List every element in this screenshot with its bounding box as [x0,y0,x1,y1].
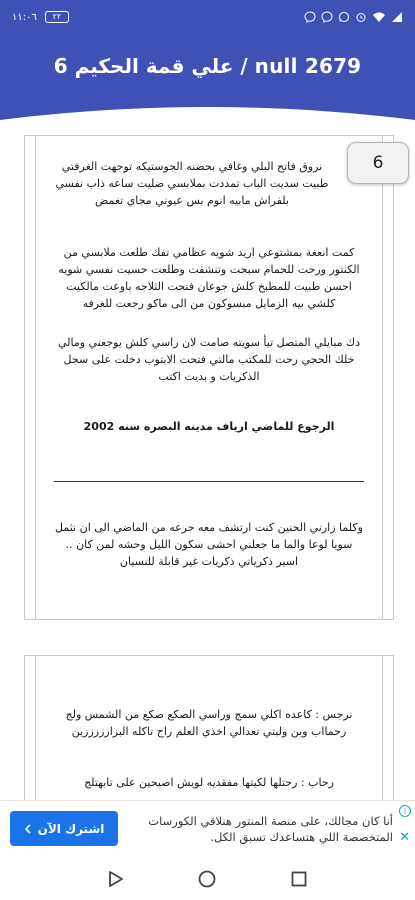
ad-info-icon[interactable] [399,805,411,817]
app-bar-curve [0,98,415,120]
status-icons [304,11,403,23]
page-content [35,656,383,800]
paragraph: كمت انعغة بمشتوعي اريد شويه عظامي تفك طلعت ملابسي من الكنتور ورحت للحمام سبحت وتنشفت وطلعت حسيت نفسي شويه احسن طبيت للمطبخ كلش جوعان فتحت الثلاجه باوعت مالكيت كلشي بيه الزمايل مبسوكون من الى ماكو رجعت للغرفه [58,246,360,310]
battery-level: ٢٢ [52,12,62,21]
battery-icon [45,11,69,23]
ad-close-icon[interactable]: ✕ [399,830,410,845]
page-content [35,136,383,619]
paragraph: دك مبايلي المتصل تيأ سويته صامت لان راسي كلش يوجعني ومالي خلك الحجي رحت للمكتب مالتي فتحت الابتوب دخلت على سجل الذكريات و بديت اكتب [57,336,361,383]
home-icon[interactable] [193,865,221,893]
whatsapp-icon [338,11,350,23]
signal-icon [391,11,403,23]
page-number-badge[interactable]: 6 [347,142,409,184]
alarm-icon [355,11,367,23]
book-page [24,135,394,620]
page-title: علي قمة الحكيم 6 / null 2679 [53,54,362,78]
status-left [12,11,69,23]
messenger-icon [321,11,333,23]
ad-info-label: i [403,806,407,816]
clock: ١١:٠٦ [12,11,37,23]
ad-text: أنا كان مجالك، على منصة المنتور هنلاقي الكورسات المتخصصة اللي هتساعدك تسبق الكل. [148,814,393,844]
recents-icon[interactable] [285,865,313,893]
reader-area[interactable] [0,120,415,800]
status-bar [0,0,415,34]
section-divider [54,481,364,482]
paragraph: نروق فاتح البلي وغافي بحضنه الجوستيكه توجهت الغرفتي طبيت سديت الباب تمددت بملابسي ضليت ساعه ذاب نفسي بلفراش مابيه انوم بس عيوني مجاي تغمض [55,160,329,207]
chapter-heading: الرجوع للماضي ارياف مدينه البصره سنه 2002 [83,420,335,433]
subscribe-label: اشترك الآن [37,821,105,836]
wifi-icon [372,11,386,23]
app-bar [0,34,415,98]
book-page [24,655,394,800]
navigation-bar [0,857,415,900]
ad-banner[interactable] [0,800,415,857]
chevron-left-icon [24,824,32,834]
paragraph: رحاب : رحتلها لكيتها مفقديه لويش اصيحين على تابهتلج [84,776,334,789]
messenger-icon [304,11,316,23]
paragraph: وكلما زارني الحنين كنت ارتشف معه جرعه من الماضي الى ان نثمل سويا لوعا والما ما جعلني احشى سكون الليل وحشه لمن كان .. اسير ذكرياتي ذكريات غير قابلة للنسيان [55,521,363,568]
subscribe-button[interactable] [10,811,118,846]
back-icon[interactable] [102,865,130,893]
paragraph: نرجس : كاعده اكلي سمج وراسي الصكع صكع من الشمس ولج رحمااب وين ولبتي تعدالي اخذي العلم راح تاكله البزازززززين [65,708,353,738]
